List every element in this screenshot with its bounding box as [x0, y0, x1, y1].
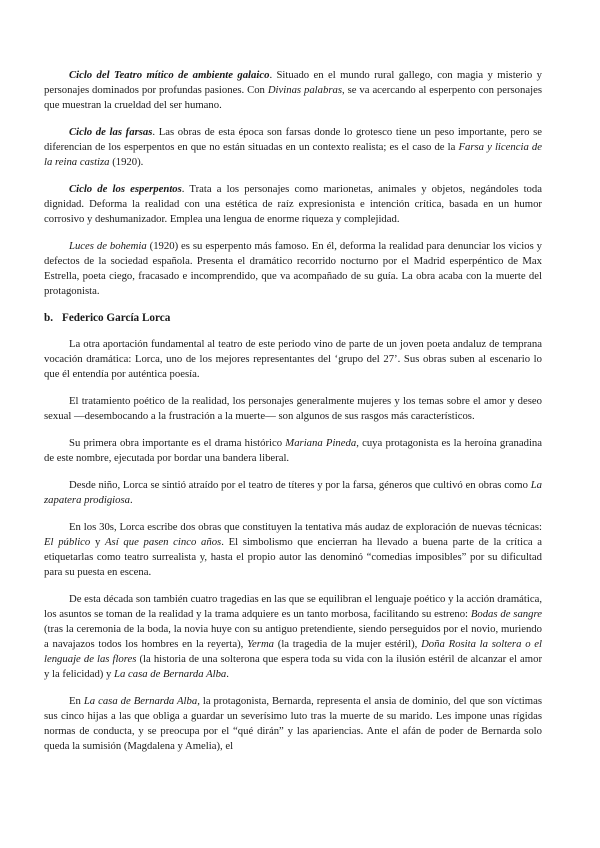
bold-term: Ciclo del Teatro mítico de ambiente galaico	[69, 69, 270, 81]
section-heading	[44, 311, 542, 326]
work-title: Bodas de sangre	[470, 608, 542, 620]
paragraph-luces-bohemia: Luces de bohemia (1920) es su esperpento más famoso. En él, deforma la realidad para denunciar los vicios y defectos de la sociedad española. Presenta el dramático recorrido nocturno por el Madrid esperpéntico de Max Estrella, poeta ciego, fracasado e incomprendido, que va acompañado de su guía. La obra acaba con la muerte del protagonista.	[44, 240, 543, 297]
document-body	[44, 68, 542, 766]
work-title: Mariana Pineda	[285, 437, 357, 449]
work-title: Doña Rosita la soltera o el lenguaje de las flores	[44, 638, 543, 665]
work-title: Yerma	[247, 638, 275, 650]
paragraph-titeres: Desde niño, Lorca se sintió atraído por el teatro de títeres y por la farsa, géneros que cultivó en obras como La zapatera prodigiosa.	[44, 479, 542, 506]
work-title: El público	[44, 536, 91, 548]
bold-term: Ciclo de las farsas	[69, 126, 153, 138]
work-title: Luces de bohemia	[69, 240, 147, 252]
work-title: Así que pasen cinco años	[105, 536, 222, 548]
paragraph-mariana-pineda: Su primera obra importante es el drama histórico Mariana Pineda, cuya protagonista es la heroína granadina de este nombre, ejecutada por bordar una bandera liberal.	[44, 437, 542, 464]
section-letter: b.	[44, 312, 54, 324]
paragraph-teatro-mitico: Ciclo del Teatro mítico de ambiente galaico. Situado en el mundo rural gallego, con magia y misterio y personajes dominados por profundas pasiones. Con Divinas palabras, se va acercando al esperpento con personajes que muestran la crueldad del ser humano.	[44, 69, 543, 111]
paragraph-teatro-surrealista: En los 30s, Lorca escribe dos obras que constituyen la tentativa más audaz de exploración de nuevas técnicas: El público y Así que pasen cinco años. El simbolismo que encierran ha llevado a buena parte de la crítica a etiquetarlas como teatro surrealista y, hasta el propio autor las denominó “comedias imposibles” por su dificultad para su puesta en escena.	[44, 521, 543, 578]
section-title: Federico García Lorca	[62, 312, 171, 324]
paragraph-farsas: Ciclo de las farsas. Las obras de esta época son farsas donde lo grotesco tiene un peso importante, pero se diferencian de los esperpentos en que no están situadas en un contexto realista; es el caso de la Farsa y licencia de la reina castiza (1920).	[44, 126, 542, 168]
work-title: La casa de Bernarda Alba	[83, 695, 198, 707]
work-title: La zapatera prodigiosa	[44, 479, 542, 506]
paragraph-tragedias: De esta década son también cuatro tragedias en las que se equilibran el lenguaje poético y la acción dramática, los asuntos se toman de la realidad y la trama adquiere es un tanto morbosa, facilitando su estreno: Bodas de sangre (tras la ceremonia de la boda, la novia huye con su antiguo pretendiente, siendo perseguidos por el novio, muriendo a navajazos todos los hombres en la reyerta), Yerma (la tragedia de la mujer estéril), Doña Rosita la soltera o el lenguaje de las flores (la historia de una solterona que espera toda su vida con la ilusión estéril de alcanzar el amor y la felicidad) y La casa de Bernarda Alba.	[44, 593, 543, 680]
work-title: Divinas palabras	[267, 84, 343, 96]
paragraph-esperpentos: Ciclo de los esperpentos. Trata a los personajes como marionetas, animales y objetos, negándoles toda dignidad. Deforma la realidad con una estética de raíz expresionista e intención crítica, basada en un humor corrosivo y deshumanizador. Emplea una lengua de enorme riqueza y complejidad.	[44, 183, 542, 225]
paragraph-lorca-rasgos: El tratamiento poético de la realidad, los personajes generalmente mujeres y los temas sobre el amor y deseo sexual —desembocando a la frustración a la muerte— son algunos de sus rasgos más característicos.	[44, 395, 542, 422]
paragraph-bernarda-alba: En La casa de Bernarda Alba, la protagonista, Bernarda, representa el ansia de dominio, del que son víctimas sus cinco hijas a las que obliga a guardar un severísimo luto tras la muerte de su marido. Les impone unas rígidas normas de conducta, y se preocupa por el “qué dirán” y las apariencias. Ante el afán de poder de Bernarda solo queda la sumisión (Magdalena y Amelia), el	[44, 695, 542, 752]
work-title: Farsa y licencia de la reina castiza	[44, 141, 542, 168]
work-title: La casa de Bernarda Alba	[114, 668, 227, 680]
paragraph-lorca-intro: La otra aportación fundamental al teatro de este periodo vino de parte de un joven poeta andaluz de temprana vocación dramática: Lorca, uno de los mejores representantes del ‘grupo del 27’. Sus obras suben al escenario lo que él entendía por auténtica poesía.	[44, 338, 542, 380]
bold-term: Ciclo de los esperpentos	[69, 183, 182, 195]
